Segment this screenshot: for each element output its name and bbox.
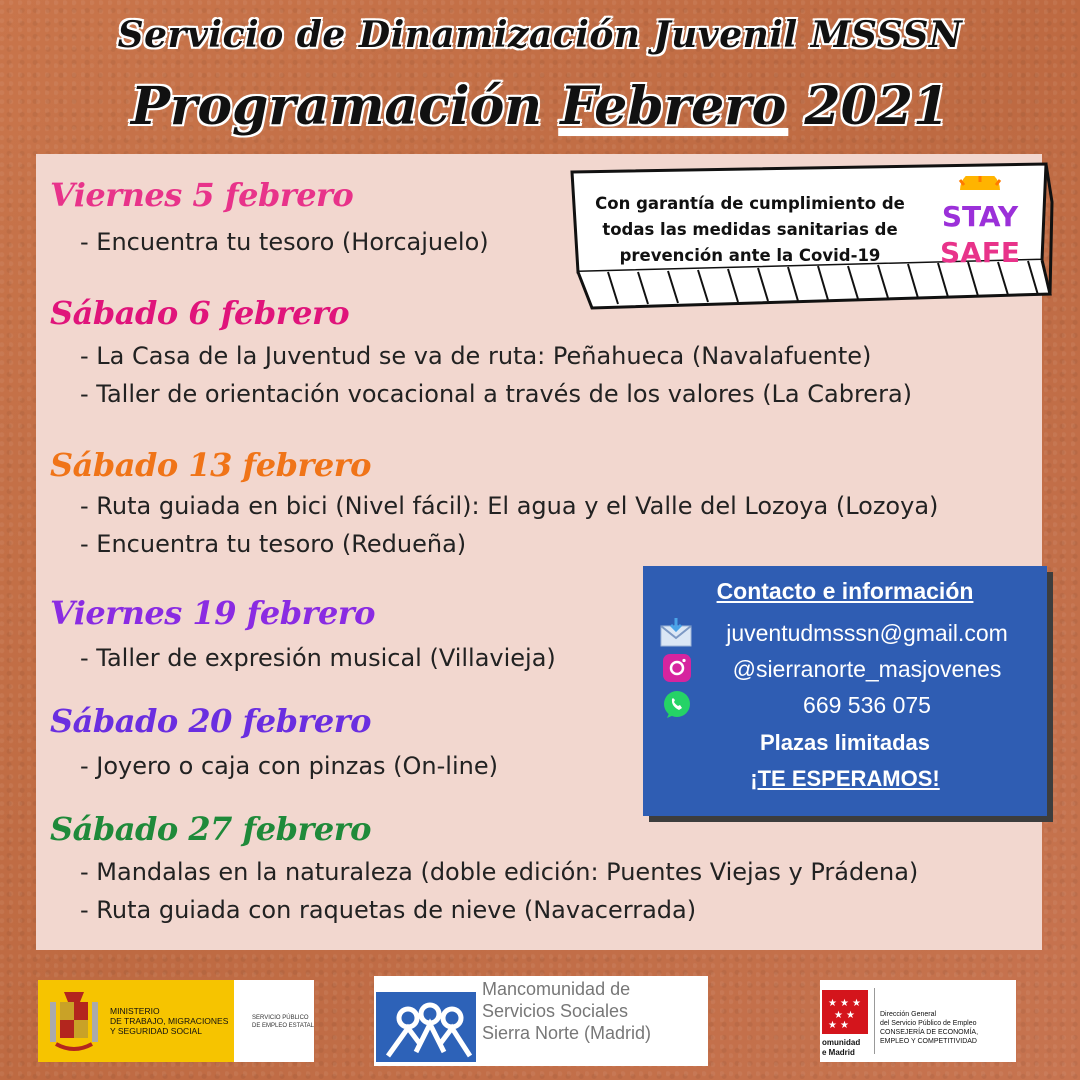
svg-text:★: ★ bbox=[840, 998, 849, 1009]
title-month: Febrero bbox=[560, 76, 787, 137]
footer-logos bbox=[30, 970, 1050, 1060]
activity-3-1: - Ruta guiada en bici (Nivel fácil): El agua y el Valle del Lozoya (Lozoya) bbox=[80, 492, 939, 520]
sepe-line-2: DE EMPLEO ESTATAL bbox=[252, 1023, 315, 1029]
header-title bbox=[0, 76, 1080, 137]
contact-title: Contacto e información bbox=[716, 578, 974, 604]
cam-line-1: omunidad bbox=[822, 1038, 861, 1047]
people-icon bbox=[380, 996, 474, 1060]
svg-text:★: ★ bbox=[846, 1010, 855, 1021]
activity-5-1: - Joyero o caja con pinzas (On-line) bbox=[80, 752, 498, 780]
ministry-line-2: DE TRABAJO, MIGRACIONES bbox=[110, 1016, 229, 1026]
covid-line-2: todas las medidas sanitarias de bbox=[602, 220, 898, 239]
contact-phone-row[interactable] bbox=[659, 688, 1039, 722]
dg-line-2: del Servicio Público de Empleo bbox=[880, 1020, 977, 1027]
activity-1-1: - Encuentra tu tesoro (Horcajuelo) bbox=[80, 228, 489, 256]
mancom-line-2: Servicios Sociales bbox=[482, 1001, 629, 1021]
activity-2-1: - La Casa de la Juventud se va de ruta: Peñahueca (Navalafuente) bbox=[80, 342, 872, 370]
badge-safe: SAFE bbox=[939, 236, 1021, 269]
dg-line-4: EMPLEO Y COMPETITIVIDAD bbox=[880, 1038, 977, 1045]
instagram-icon bbox=[659, 654, 695, 684]
contact-phone[interactable]: 669 536 075 bbox=[803, 691, 931, 718]
we-await-you: ¡TE ESPERAMOS! bbox=[750, 766, 940, 791]
activity-6-1: - Mandalas en la naturaleza (doble edición: Puentes Viejas y Prádena) bbox=[80, 858, 919, 886]
mancom-line-1: Mancomunidad de bbox=[482, 979, 631, 999]
whatsapp-icon bbox=[659, 690, 695, 720]
svg-text:★: ★ bbox=[828, 1020, 837, 1030]
day-heading-6: Sábado 27 febrero bbox=[50, 810, 371, 848]
contact-email[interactable]: juventudmsssn@gmail.com bbox=[726, 619, 1008, 646]
contact-email-row[interactable] bbox=[659, 616, 1039, 650]
covid-line-1: Con garantía de cumplimiento de bbox=[595, 194, 905, 213]
day-heading-3: Sábado 13 febrero bbox=[50, 446, 371, 484]
covid-line-3: prevención ante la Covid-19 bbox=[619, 246, 881, 265]
contact-instagram-row[interactable] bbox=[659, 652, 1039, 686]
sepe-line-1: SERVICIO PÚBLICO bbox=[252, 1015, 309, 1021]
day-heading-1: Viernes 5 febrero bbox=[50, 176, 354, 214]
ministry-line-1: MINISTERIO bbox=[110, 1006, 160, 1016]
activity-6-2: - Ruta guiada con raquetas de nieve (Navacerrada) bbox=[80, 896, 697, 924]
mancom-line-3: Sierra Norte (Madrid) bbox=[482, 1023, 652, 1043]
mancomunidad-logo bbox=[374, 976, 708, 1066]
header-subtitle: Servicio de Dinamización Juvenil MSSSN bbox=[117, 14, 963, 56]
stars-icon bbox=[826, 994, 864, 1030]
coat-of-arms-icon bbox=[46, 988, 102, 1054]
svg-text:★: ★ bbox=[852, 998, 861, 1009]
svg-text:★: ★ bbox=[840, 1020, 849, 1030]
ministry-line-3: Y SEGURIDAD SOCIAL bbox=[110, 1026, 202, 1036]
cam-line-2: e Madrid bbox=[822, 1048, 855, 1057]
activity-4-1: - Taller de expresión musical (Villavieja) bbox=[80, 644, 556, 672]
covid-notice-text bbox=[574, 191, 926, 269]
svg-text:★: ★ bbox=[834, 1010, 843, 1021]
comunidad-madrid-logo bbox=[820, 980, 1016, 1062]
stay-safe-badge bbox=[930, 176, 1030, 276]
activity-2-2: - Taller de orientación vocacional a través de los valores (La Cabrera) bbox=[80, 380, 913, 408]
svg-text:★: ★ bbox=[828, 998, 837, 1009]
day-heading-2: Sábado 6 febrero bbox=[50, 294, 350, 332]
badge-stay: STAY bbox=[941, 200, 1019, 233]
activity-3-2: - Encuentra tu tesoro (Redueña) bbox=[80, 530, 467, 558]
mail-icon bbox=[659, 618, 695, 648]
day-heading-5: Sábado 20 febrero bbox=[50, 702, 371, 740]
contact-instagram[interactable]: @sierranorte_masjovenes bbox=[732, 655, 1002, 682]
day-heading-4: Viernes 19 febrero bbox=[50, 594, 376, 632]
contact-box bbox=[643, 566, 1047, 816]
dg-line-3: CONSEJERÍA DE ECONOMÍA, bbox=[880, 1029, 979, 1036]
dg-line-1: Dirección General bbox=[880, 1011, 937, 1018]
title-year: 2021 bbox=[786, 76, 950, 137]
title-prefix: Programación bbox=[130, 76, 561, 137]
ministry-logo bbox=[38, 980, 314, 1062]
places-limited: Plazas limitadas bbox=[760, 730, 930, 755]
